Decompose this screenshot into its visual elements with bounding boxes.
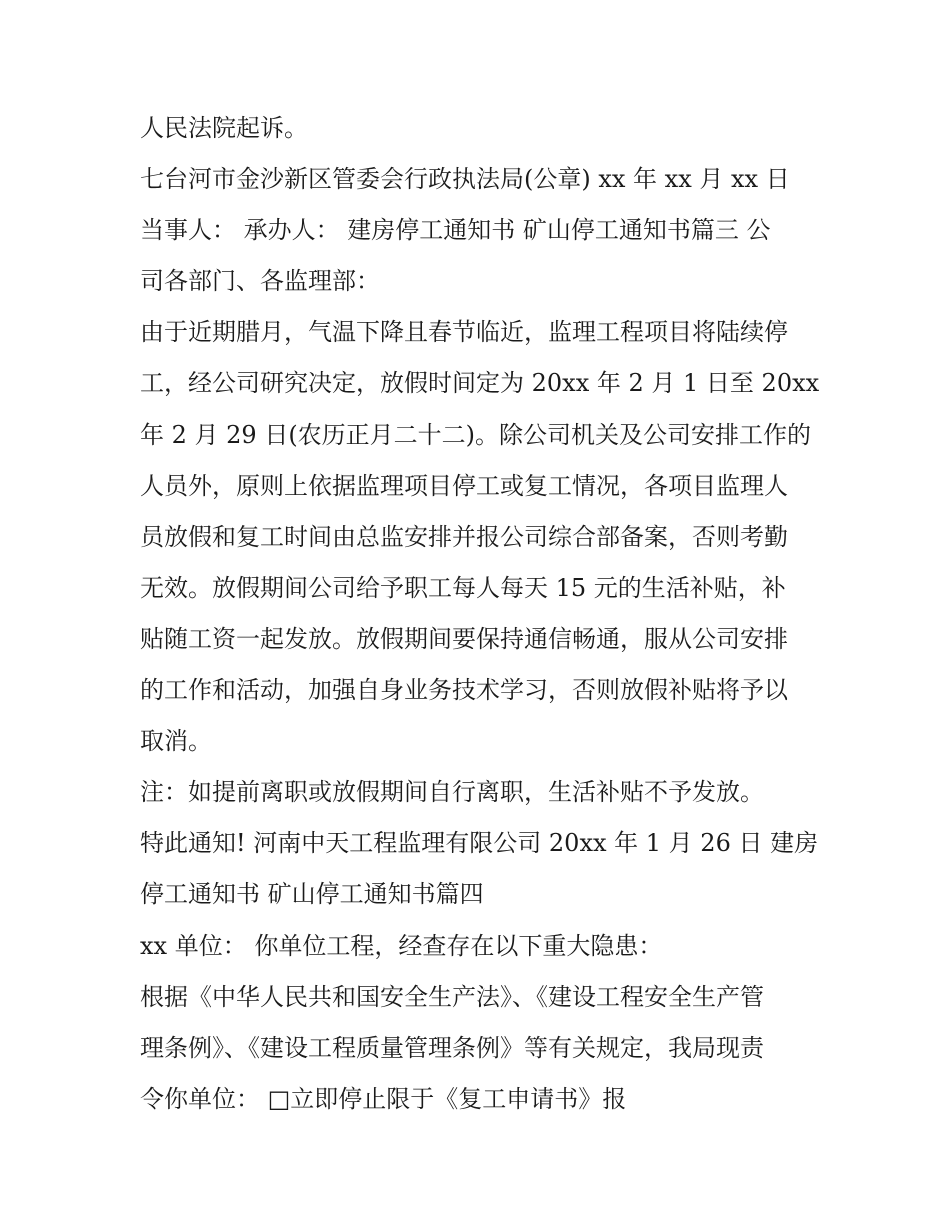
text-line: 根据《中华人民共和国安全生产法》、《建设工程安全生产管 [140, 982, 764, 1011]
text-line: 注：如提前离职或放假期间自行离职，生活补贴不予发放。 [140, 778, 764, 807]
text-line: 七台河市金沙新区管委会行政执法局(公章) xx 年 xx 月 xx 日 [140, 165, 790, 194]
text-line: 人民法院起诉。 [140, 114, 308, 142]
text-line: 无效。放假期间公司给予职工每人每天 15 元的生活补贴，补 [140, 573, 786, 602]
text-line: 工，经公司研究决定，放假时间定为 20xx 年 2 月 1 日至 20xx [140, 369, 820, 398]
text-line: xx 单位： 你单位工程，经查存在以下重大隐患： [140, 931, 663, 960]
text-line: 特此通知! 河南中天工程监理有限公司 20xx 年 1 月 26 日 建房 [140, 829, 819, 858]
document-body [140, 103, 820, 1125]
text-line: 贴随工资一起发放。放假期间要保持通信畅通，服从公司安排 [140, 624, 788, 653]
text-line: 取消。 [140, 727, 212, 756]
text-line: 令你单位： □立即停止限于《复工申请书》报 [140, 1084, 627, 1113]
text-line: 司各部门、各监理部： [140, 267, 380, 296]
text-line: 当事人： 承办人： 建房停工通知书 矿山停工通知书篇三 公 [140, 216, 771, 245]
text-line: 员放假和复工时间由总监安排并报公司综合部备案，否则考勤 [140, 522, 788, 551]
text-line: 的工作和活动，加强自身业务技术学习，否则放假补贴将予以 [140, 676, 788, 705]
text-line: 理条例》、《建设工程质量管理条例》等有关规定，我局现责 [140, 1033, 764, 1062]
text-line: 停工通知书 矿山停工通知书篇四 [140, 880, 484, 909]
text-line: 人员外，原则上依据监理项目停工或复工情况，各项目监理人 [140, 471, 788, 500]
text-line: 由于近期腊月，气温下降且春节临近，监理工程项目将陆续停 [140, 318, 788, 347]
text-line: 年 2 月 29 日(农历正月二十二)。除公司机关及公司安排工作的 [140, 420, 812, 449]
